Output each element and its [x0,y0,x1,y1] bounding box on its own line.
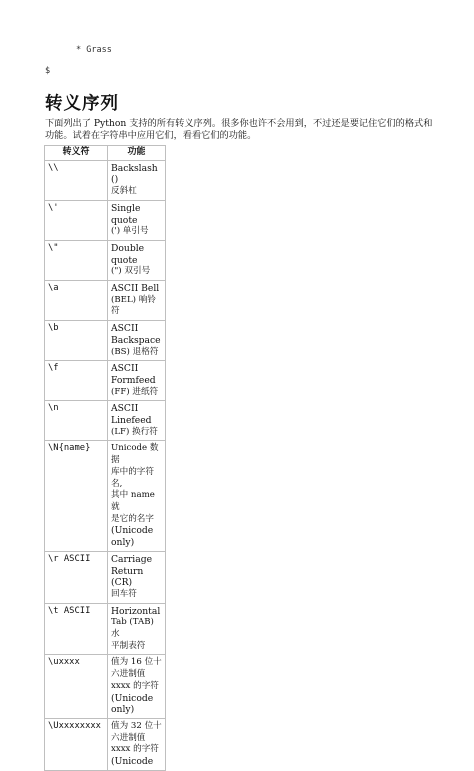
table-row [45,200,166,240]
escape-code-cell: \N{name} [45,441,108,551]
function-cell [108,160,166,200]
table-row [45,281,166,321]
escape-code-cell: \r ASCII [45,551,108,603]
function-line: (Unicode [111,692,154,704]
function-line: Single quote [111,202,141,226]
escape-code-cell: \n [45,401,108,441]
function-line: Backspace [111,334,161,346]
function-line: 值为 16 位十 [111,657,162,668]
section-heading: 转义序列 [45,94,119,114]
function-cell [108,401,166,441]
function-cell [108,361,166,401]
escape-code-cell: \a [45,281,108,321]
function-cell [108,281,166,321]
function-line: 平制表符 [111,640,146,651]
function-line: 反斜杠 [111,186,137,197]
function-line: Double quote [111,242,145,266]
table-row [45,321,166,361]
function-cell [108,200,166,240]
function-line: 六进制值 [111,669,146,680]
escape-code-cell: \' [45,200,108,240]
intro-paragraph: 下面列出了 Python 支持的所有转义序列。很多你也许不会用到，不过还是要记住它们的格式和功能。试着在字符串中应用它们，看看它们的功能。 [45,118,433,141]
escape-sequence-table [44,145,166,771]
table-header-row [45,146,166,161]
escape-code-cell: \" [45,240,108,280]
function-line: (FF) 进纸符 [111,386,159,397]
function-line: only) [111,704,135,716]
function-line: only) [111,537,135,549]
function-line: Formfeed [111,374,156,386]
function-line: (Unicode [111,525,154,537]
function-cell [108,321,166,361]
function-cell [108,718,166,770]
column-header-escape: 转义符 [45,146,108,161]
column-header-function: 功能 [108,146,166,161]
table-row [45,551,166,603]
function-line: ASCII Bell [111,283,160,295]
function-line: (BS) 退格符 [111,346,159,357]
function-line: Tab (TAB) 水 [111,617,154,640]
table-row [45,603,166,655]
function-line: 库中的字符名, [111,466,154,489]
function-line: 其中 name 就 [111,490,155,512]
function-line: 是它的名字 [111,513,154,524]
function-line: Return (CR) [111,565,144,589]
table-body [45,160,166,770]
function-cell [108,655,166,719]
shell-prompt-line: $ [45,66,51,76]
table-row [45,361,166,401]
function-line: ASCII [111,403,139,415]
function-line: Unicode 数据 [111,443,159,466]
table-row [45,240,166,280]
function-line: 回车符 [111,588,137,599]
escape-code-cell: \\ [45,160,108,200]
table-row [45,160,166,200]
function-cell [108,551,166,603]
function-line: xxxx 的字符 [111,744,159,755]
escape-code-cell: \b [45,321,108,361]
function-line: (') 单引号 [111,226,149,237]
function-line: 六进制值 [111,732,146,743]
function-line: ASCII [111,363,139,375]
function-line: Linefeed [111,415,152,427]
function-line: Carriage [111,553,153,565]
function-cell [108,603,166,655]
escape-code-cell: \uxxxx [45,655,108,719]
table-row [45,655,166,719]
function-cell [108,240,166,280]
escape-code-cell: \f [45,361,108,401]
function-line: Horizontal [111,605,161,617]
escape-code-cell: \t ASCII [45,603,108,655]
function-line: xxxx 的字符 [111,680,159,691]
function-line: 值为 32 位十 [111,720,162,731]
function-line: (Unicode [111,756,154,768]
function-line: (") 双引号 [111,266,151,277]
function-line: (BEL) 响铃符 [111,294,156,317]
table-row [45,718,166,770]
function-line: (LF) 换行符 [111,426,158,437]
function-line: ASCII [111,323,139,335]
function-cell [108,441,166,551]
function-line: Backslash () [111,162,158,186]
table-row [45,401,166,441]
escape-code-cell: \Uxxxxxxxx [45,718,108,770]
code-output-line: * Grass [76,45,112,55]
table-row [45,441,166,551]
